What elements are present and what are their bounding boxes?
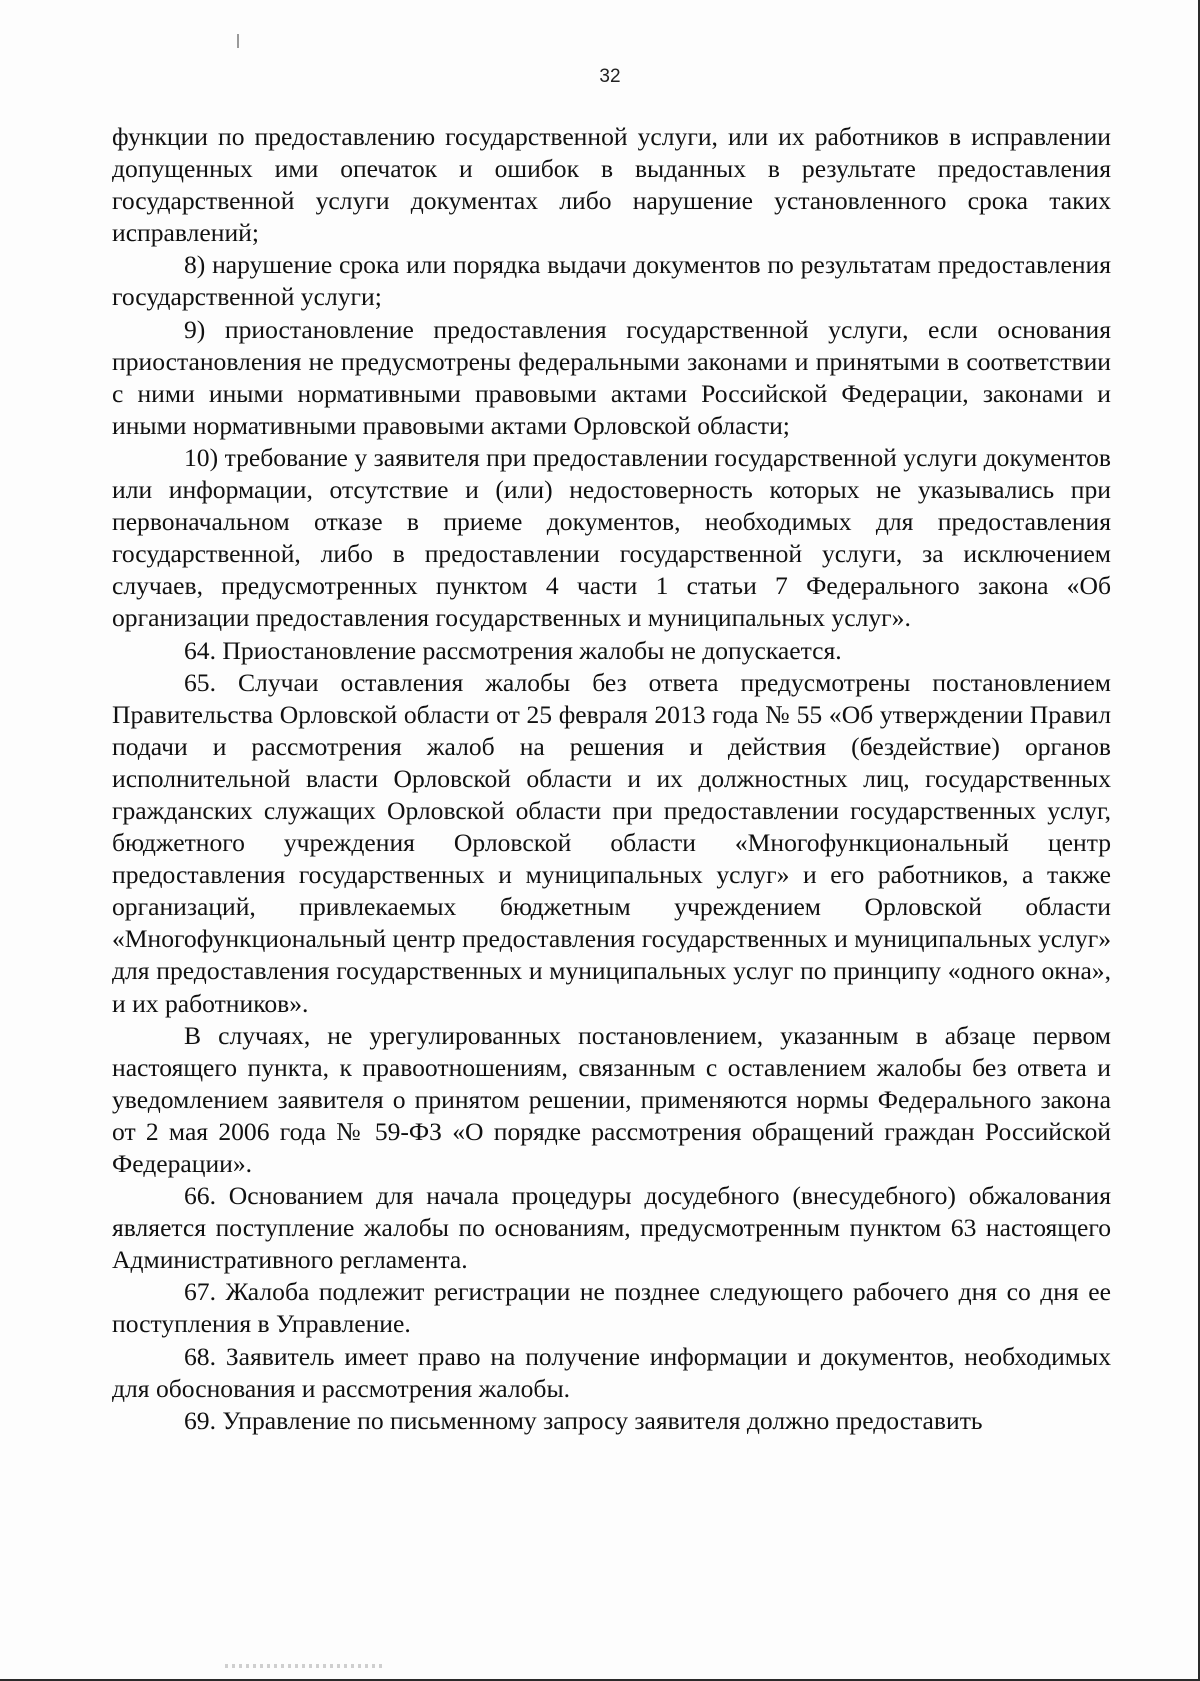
paragraph-66: 66. Основанием для начала процедуры досудебного (внесудебного) обжалования является поступление жалобы по основаниям, предусмотренным пунктом 63 настоящего Административного регламента. [112,1181,1111,1275]
paragraph-65-second: В случаях, не урегулированных постановлением, указанным в абзаце первом настоящего пункта, к правоотношениям, связанным с оставлением жалобы без ответа и уведомлением заявителя о принятом решении, применяются нормы Федерального закона от 2 мая 2006 года № 59-ФЗ «О порядке рассмотрения обращений граждан Российской Федерации». [112,1020,1111,1178]
paragraph-item-9: 9) приостановление предоставления государственной услуги, если основания приостановления не предусмотрены федеральными законами и принятыми в соответствии с ними иными нормативными правовыми актами Российской Федерации, законами и иными нормативными правовыми актами Орловской области; [112,314,1111,440]
paragraph-item-10: 10) требование у заявителя при предоставлении государственной услуги документов или информации, отсутствие и (или) недостоверность которых не указывались при первоначальном отказе в приеме документов, необходимых для предоставления государственной, либо в предоставлении государственной услуги, за исключением случаев, предусмотренных пунктом 4 части 1 статьи 7 Федерального закона «Об организации предоставления государственных и муниципальных услуг». [112,442,1111,633]
paragraph-69: 69. Управление по письменному запросу заявителя должно предоставить [184,1405,983,1435]
paragraph-67: 67. Жалоба подлежит регистрации не позднее следующего рабочего дня со дня ее поступления в Управление. [112,1277,1111,1339]
scan-speck [237,34,239,48]
document-body [112,121,1111,1437]
paragraph-continuation: функции по предоставлению государственной услуги, или их работников в исправлении допущенных ими опечаток и ошибок в выданных в результате предоставления государственной услуги документах либо нарушение установленного срока таких исправлений; [112,122,1111,248]
scan-smudge [225,1664,385,1668]
page-number: 32 [599,66,621,87]
paragraph-item-8: 8) нарушение срока или порядка выдачи документов по результатам предоставления государственной услуги; [112,250,1111,312]
paragraph-68: 68. Заявитель имеет право на получение информации и документов, необходимых для обоснования и рассмотрения жалобы. [112,1341,1111,1403]
paragraph-65: 65. Случаи оставления жалобы без ответа предусмотрены постановлением Правительства Орловской области от 25 февраля 2013 года № 55 «Об утверждении Правил подачи и рассмотрения жалоб на решения и действия (бездействие) органов исполнительной власти Орловской области и их должностных лиц, государственных гражданских служащих Орловской области при предоставлении государственных услуг, бюджетного учреждения Орловской области «Многофункциональный центр предоставления государственных и муниципальных услуг» и его работников, а также организаций, привлекаемых бюджетным учреждением Орловской области «Многофункциональный центр предоставления государственных и муниципальных услуг» для предоставления государственных и муниципальных услуг по принципу «одного окна», и их работников». [112,667,1111,1018]
paragraph-64: 64. Приостановление рассмотрения жалобы не допускается. [184,635,842,665]
